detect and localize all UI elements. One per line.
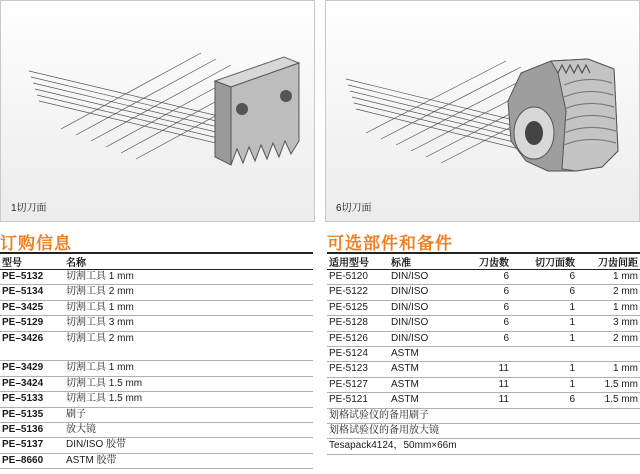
teeth-cell: 11: [451, 377, 511, 392]
table-row: [327, 362, 640, 377]
product-name: ASTM 胶带: [64, 453, 313, 468]
product-name: 切割工具 2 mm: [64, 331, 313, 361]
product-name: 切割工具 1 mm: [64, 361, 313, 376]
product-name: 刷子: [64, 407, 313, 422]
model-cell: PE-5123: [327, 362, 389, 377]
teeth-cell: 11: [451, 393, 511, 408]
column-header-standard: 标准: [389, 253, 451, 270]
faces-cell: 1: [511, 362, 577, 377]
spacing-cell: 1 mm: [577, 362, 640, 377]
model-cell: PE-5121: [327, 393, 389, 408]
standard-cell: ASTM: [389, 346, 451, 361]
spacing-cell: 2 mm: [577, 285, 640, 300]
six-cutter-illustration: [326, 1, 640, 222]
model-code: PE–3429: [0, 361, 64, 376]
column-header-teeth: 刀齿数: [451, 253, 511, 270]
left-figure-caption: 1切刀面: [11, 203, 47, 214]
table-header-row: [327, 253, 640, 270]
spacing-cell: 1.5 mm: [577, 377, 640, 392]
spacing-cell: [577, 346, 640, 361]
model-cell: PE-5125: [327, 300, 389, 315]
single-cutter-illustration: [1, 1, 315, 222]
product-name: 切割工具 1 mm: [64, 300, 313, 315]
product-name: 切割工具 1.5 mm: [64, 376, 313, 391]
table-row: [327, 393, 640, 408]
note-row: [327, 439, 640, 454]
standard-cell: DIN/ISO: [389, 285, 451, 300]
model-code: PE–3424: [0, 376, 64, 391]
order-info-title: 订购信息: [0, 234, 72, 253]
model-cell: PE-5122: [327, 285, 389, 300]
standard-cell: DIN/ISO: [389, 316, 451, 331]
teeth-cell: 6: [451, 270, 511, 285]
six-face-cutter-figure: [325, 0, 640, 222]
standard-cell: DIN/ISO: [389, 270, 451, 285]
faces-cell: [511, 346, 577, 361]
model-code: PE–3426: [0, 331, 64, 361]
product-name: 切割工具 3 mm: [64, 316, 313, 331]
faces-cell: 1: [511, 331, 577, 346]
tape-note: Tesapack4124，50mm×66m: [327, 439, 640, 454]
model-cell: PE-5126: [327, 331, 389, 346]
table-row: [327, 300, 640, 315]
spacing-cell: 2 mm: [577, 331, 640, 346]
table-row: [0, 407, 313, 422]
column-header-applicable-model: 适用型号: [327, 253, 389, 270]
teeth-cell: [451, 346, 511, 361]
spacing-cell: 1.5 mm: [577, 393, 640, 408]
table-row: [0, 422, 313, 437]
standard-cell: ASTM: [389, 393, 451, 408]
faces-cell: 1: [511, 300, 577, 315]
model-code: PE–5129: [0, 316, 64, 331]
right-figure-caption: 6切刀面: [336, 203, 372, 214]
model-cell: PE-5120: [327, 270, 389, 285]
spacing-cell: 1 mm: [577, 300, 640, 315]
order-info-table: [0, 252, 313, 469]
spare-brush-note: 划格试验仪的备用刷子: [327, 408, 640, 423]
standard-cell: ASTM: [389, 362, 451, 377]
table-row: [0, 453, 313, 468]
product-name: 放大镜: [64, 422, 313, 437]
standard-cell: ASTM: [389, 377, 451, 392]
teeth-cell: 6: [451, 331, 511, 346]
table-row: [0, 285, 313, 300]
table-row: [0, 270, 313, 285]
table-row: [327, 285, 640, 300]
table-row: [327, 346, 640, 361]
teeth-cell: 6: [451, 316, 511, 331]
teeth-cell: 6: [451, 285, 511, 300]
model-code: PE–5136: [0, 422, 64, 437]
model-code: PE–5133: [0, 392, 64, 407]
standard-cell: DIN/ISO: [389, 331, 451, 346]
table-row: [0, 331, 313, 361]
note-row: [327, 423, 640, 438]
model-cell: PE-5128: [327, 316, 389, 331]
faces-cell: 1: [511, 377, 577, 392]
spacing-cell: 3 mm: [577, 316, 640, 331]
table-row: [327, 377, 640, 392]
accessories-title: 可选部件和备件: [327, 234, 453, 253]
model-cell: PE-5127: [327, 377, 389, 392]
product-name: 切割工具 1.5 mm: [64, 392, 313, 407]
table-row: [0, 376, 313, 391]
table-row: [327, 331, 640, 346]
accessories-table: [327, 252, 640, 455]
faces-cell: 1: [511, 316, 577, 331]
faces-cell: 6: [511, 393, 577, 408]
model-code: PE–5137: [0, 438, 64, 453]
model-code: PE–3425: [0, 300, 64, 315]
product-name: 切割工具 1 mm: [64, 270, 313, 285]
model-code: PE–5134: [0, 285, 64, 300]
spare-magnifier-note: 划格试验仪的备用放大镜: [327, 423, 640, 438]
table-row: [0, 438, 313, 453]
table-row: [0, 316, 313, 331]
note-row: [327, 408, 640, 423]
table-row: [0, 300, 313, 315]
table-header-row: [0, 253, 313, 270]
teeth-cell: 6: [451, 300, 511, 315]
standard-cell: DIN/ISO: [389, 300, 451, 315]
column-header-spacing: 刀齿间距: [577, 253, 640, 270]
model-code: PE–5132: [0, 270, 64, 285]
model-cell: PE-5124: [327, 346, 389, 361]
teeth-cell: 11: [451, 362, 511, 377]
product-name: DIN/ISO 胶带: [64, 438, 313, 453]
model-code: PE–8660: [0, 453, 64, 468]
table-row: [327, 270, 640, 285]
table-row: [0, 392, 313, 407]
column-header-name: 名称: [64, 253, 313, 270]
faces-cell: 6: [511, 285, 577, 300]
faces-cell: 6: [511, 270, 577, 285]
column-header-model: 型号: [0, 253, 64, 270]
table-row: [0, 361, 313, 376]
single-face-cutter-figure: [0, 0, 315, 222]
product-name: 切割工具 2 mm: [64, 285, 313, 300]
model-code: PE–5135: [0, 407, 64, 422]
spacing-cell: 1 mm: [577, 270, 640, 285]
column-header-faces: 切刀面数: [511, 253, 577, 270]
table-row: [327, 316, 640, 331]
